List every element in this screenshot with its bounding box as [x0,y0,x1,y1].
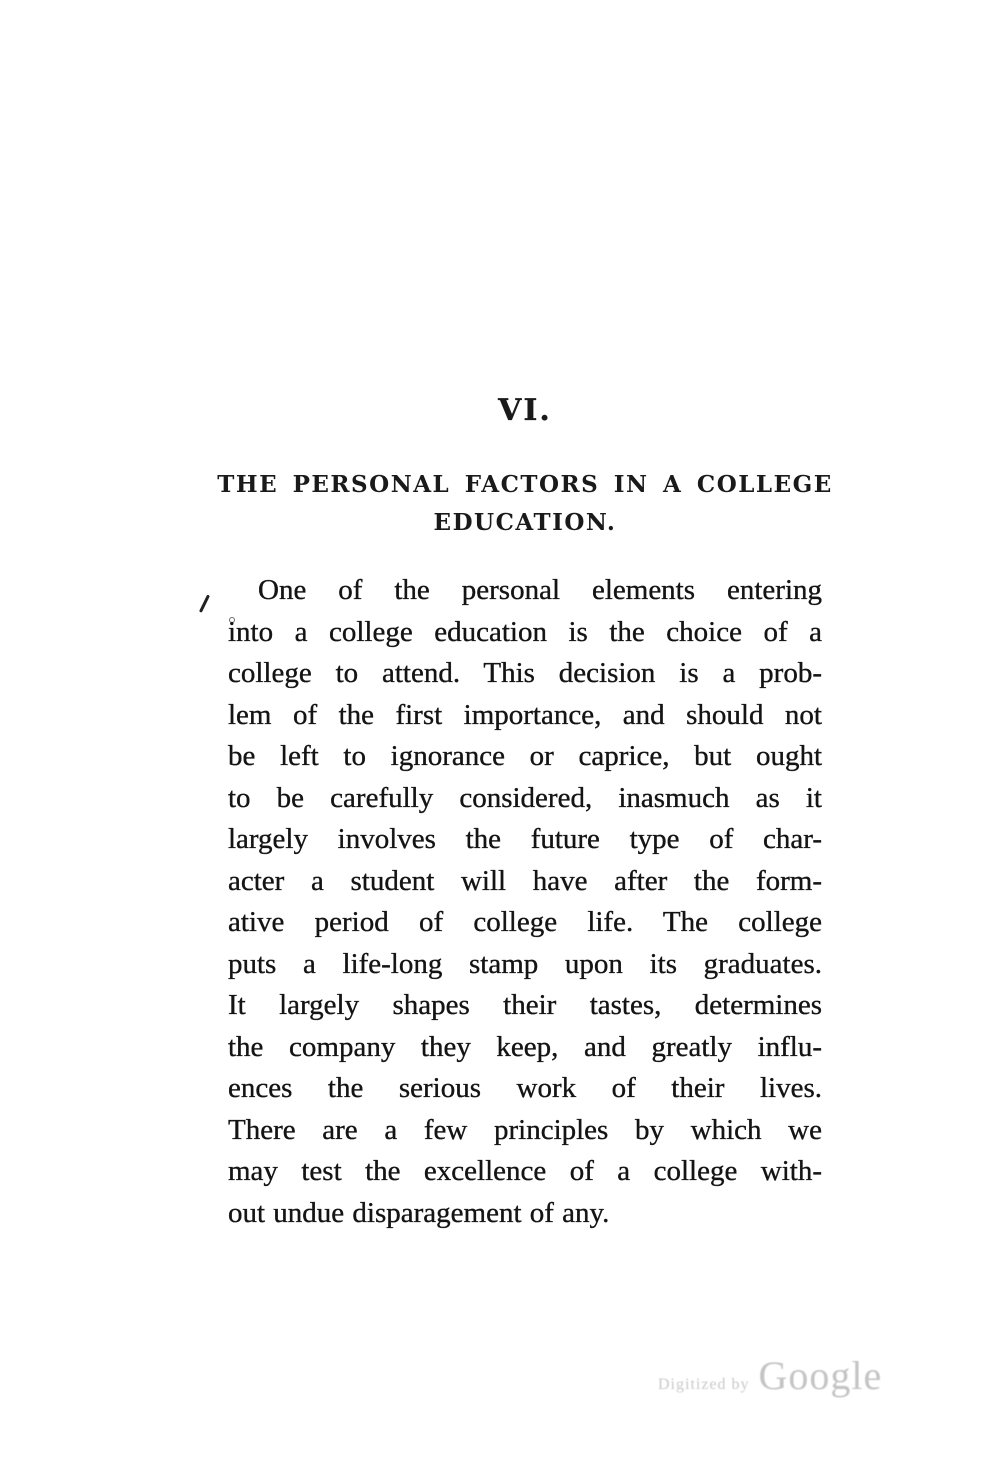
paragraph-line: There are a few principles by which we [228,1113,822,1146]
section-heading-line-2: EDUCATION. [433,509,617,536]
paragraph-line: be left to ignorance or caprice, but ought [228,740,822,772]
chapter-number: VI. [498,393,552,428]
paragraph-line: to be carefully considered, inasmuch as it [228,781,822,814]
paragraph-line: may test the excellence of a college with- [228,1155,822,1187]
paragraph-line: acter a student will have after the form- [228,864,822,897]
paragraph-line: One of the personal elements entering [258,574,822,606]
paragraph-line: out undue disparagement of any. [228,1196,610,1229]
paragraph-line: ences the serious work of their lives. [228,1072,822,1104]
watermark-digitized-by-text: Digitized by [658,1376,750,1393]
paragraph-line: into a college education is the choice of a [228,615,822,648]
section-heading [208,466,842,542]
paragraph-line: lem of the first importance, and should not [228,698,822,731]
paragraph-line: college to attend. This decision is a prob- [228,657,822,689]
paragraph-line: ative period of college life. The college [228,906,822,938]
body-paragraph [228,570,822,1234]
stray-pen-mark [199,594,210,612]
paragraph-line: the company they keep, and greatly influ- [228,1030,822,1063]
google-logo: Google [758,1353,883,1398]
paragraph-line: It largely shapes their tastes, determines [228,989,822,1021]
section-heading-line-1: THE PERSONAL FACTORS IN A COLLEGE [217,471,833,498]
google-watermark [658,1352,882,1399]
paragraph-line: largely involves the future type of char- [228,823,822,855]
paragraph-line: puts a life-long stamp upon its graduates. [228,947,822,980]
